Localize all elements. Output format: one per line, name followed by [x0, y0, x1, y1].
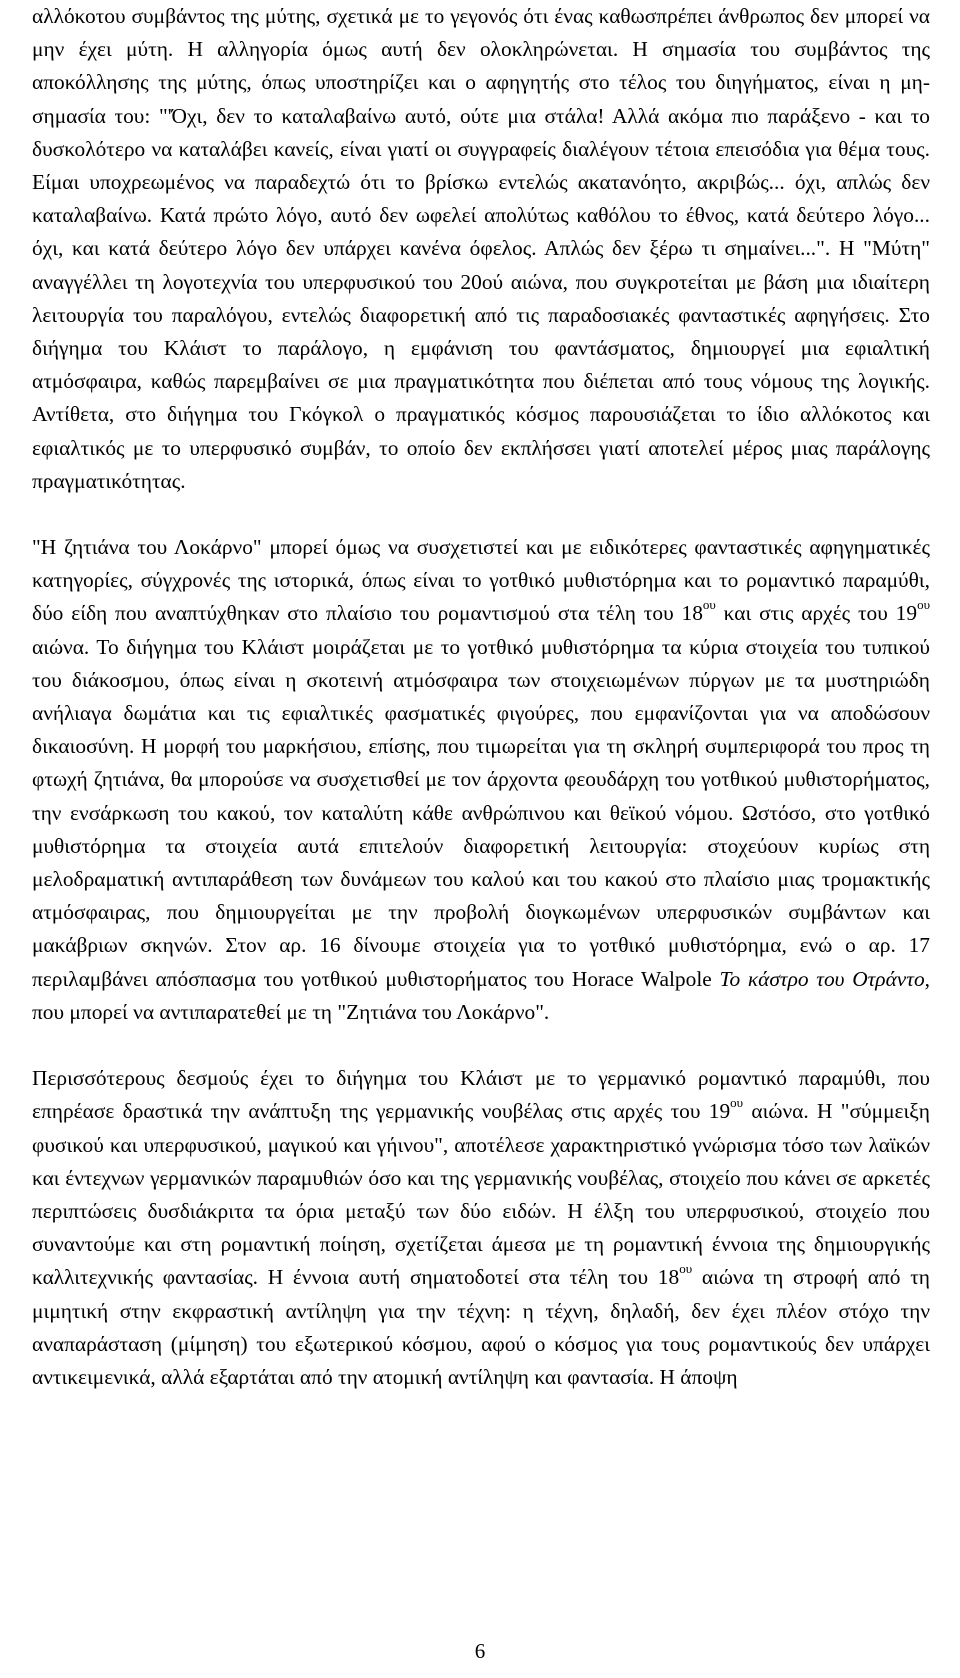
superscript: ου — [702, 597, 716, 613]
paragraph-text: Περισσότερους δεσμούς έχει το διήγημα του Κλάιστ με το γερμανικό ρομαντικό παραμύθι, που επηρέασε δραστικά την ανάπτυξη της γερμανικής νουβέλας στις αρχές του 19 — [32, 1066, 930, 1124]
document-page — [32, 0, 930, 1394]
paragraph-text: και στις αρχές του 19 — [715, 601, 918, 626]
paragraph-text: αιώνα. Το διήγημα του Κλάιστ μοιράζεται με το γοτθικό μυθιστόρημα τα κύρια στοιχεία του τυπικού του διάκοσμου, όπως είναι η σκοτεινή ατμόσφαιρα των στοιχειωμένων πύργων με τα μυστηριώδη ανήλιαγα δωμάτια και τις εφιαλτικές φασματικές φιγούρες, που εμφανίζονται για να αποδώσουν δικαιοσύνη. Η μορφή του μαρκήσιου, επίσης, που τιμωρείται για τη σκληρή συμπεριφορά του προς τη φτωχή ζητιάνα, θα μπορούσε να συσχετισθεί με τον άρχοντα φεουδάρχη του γοτθικού μυθιστορήματος, την ενσάρκωση του κακού, τον καταλύτη κάθε ανθρώπινου και θεϊκού νόμου. Ωστόσο, στο γοτθικό μυθιστόρημα τα στοιχεία αυτά επιτελούν διαφορετική λειτουργία: στοχεύουν κυρίως στη μελοδραματική αντιπαράθεση των δυνάμεων του καλού και του κακού στο πλαίσιο μιας τρομακτικής ατμόσφαιρας, που δημιουργείται με την προβολή διογκωμένων υπερφυσικών συμβάντων και μακάβριων σκηνών. Στον αρ. 16 δίνουμε στοιχεία για το γοτθικό μυθιστόρημα, ενώ ο αρ. 17 περιλαμβάνει απόσπασμα του γοτθικού μυθιστορήματος του Horace Walpole — [32, 634, 930, 991]
paragraph-text: , που μπορεί να αντιπαρατεθεί με τη "Ζητιάνα του Λοκάρνο". — [32, 966, 930, 1024]
paragraph-text: "Η ζητιάνα του Λοκάρνο" μπορεί όμως να συσχετιστεί και με ειδικότερες φανταστικές αφηγηματικές κατηγορίες, σύγχρονές της ιστορικά, όπως είναι το γοτθικό μυθιστόρημα και το ρομαντικό παραμύθι, δύο είδη που αναπτύχθηκαν στο πλαίσιο του ρομαντισμού στα τέλη του 18 — [32, 535, 930, 626]
paragraph — [32, 0, 930, 498]
paragraph-text: αιώνα. Η "σύμμειξη φυσικού και υπερφυσικού, μαγικού και γήινου", αποτέλεσε χαρακτηριστικό γνώρισμα τόσο των λαϊκών και έντεχνων γερμανικών παραμυθιών όσο και της γερμανικής νουβέλας, στοιχείο που κάνει σε αρκετές περιπτώσεις δυσδιάκριτα τα όρια μεταξύ των δύο ειδών. Η έλξη του υπερφυσικού, στοιχείο που συναντούμε και στη ρομαντική ποίηση, σχετίζεται άμεσα με τη ρομαντική έννοια της δημιουργικής καλλιτεχνικής φαντασίας. Η έννοια αυτή σηματοδοτεί στα τέλη του 18 — [32, 1099, 930, 1290]
superscript: ου — [917, 597, 930, 613]
superscript: ου — [679, 1261, 693, 1277]
superscript: ου — [730, 1095, 744, 1111]
italic-title: Το κάστρο του Οτράντο — [719, 966, 925, 991]
paragraph-text: αιώνα τη στροφή από τη μιμητική στην εκφραστική αντίληψη για την τέχνη: η τέχνη, δηλαδή, δεν έχει πλέον στόχο την αναπαράσταση (μίμηση) του εξωτερικού κόσμου, αφού ο κόσμος για τους ρομαντικούς δεν υπάρχει αντικειμενικά, αλλά εξαρτάται από την ατομική αντίληψη και φαντασία. Η άποψη — [32, 1265, 930, 1389]
page-number: 6 — [474, 1639, 486, 1663]
paragraph — [32, 531, 930, 1029]
paragraph-text: αλλόκοτου συμβάντος της μύτης, σχετικά με το γεγονός ότι ένας καθωσπρέπει άνθρωπος δεν μπορεί να μην έχει μύτη. Η αλληγορία όμως αυτή δεν ολοκληρώνεται. Η σημασία του συμβάντος της αποκόλλησης της μύτης, όπως υποστηρίζει και ο αφηγητής στο τέλος του διηγήματος, είναι η μη-σημασία του: "'Όχι, δεν το καταλαβαίνω αυτό, ούτε μια στάλα! Αλλά ακόμα πιο παράξενο - και το δυσκολότερο να καταλάβει κανείς, είναι γιατί οι συγγραφείς διαλέγουν τέτοια επεισόδια για θέμα τους. Είμαι υποχρεωμένος να παραδεχτώ ότι το βρίσκω εντελώς ακατανόητο, ακριβώς... όχι, απλώς δεν καταλαβαίνω. Κατά πρώτο λόγο, αυτό δεν ωφελεί απολύτως καθόλου το έθνος, κατά δεύτερο λόγο... όχι, και κατά δεύτερο λόγο δεν υπάρχει κανένα όφελος. Απλώς δεν ξέρω τι σημαίνει...". Η "Μύτη" αναγγέλλει τη λογοτεχνία του υπερφυσικού του 20ού αιώνα, που συγκροτείται με βάση μια ιδιαίτερη λειτουργία του παραλόγου, εντελώς διαφορετική από τις παραδοσιακές φανταστικές αφηγήσεις. Στο διήγημα του Κλάιστ το παράλογο, η εμφάνιση του φαντάσματος, δημιουργεί μια εφιαλτική ατμόσφαιρα, καθώς παρεμβαίνει σε μια πραγματικότητα που διέπεται από τους νόμους της λογικής. Αντίθετα, στο διήγημα του Γκόγκολ ο πραγματικός κόσμος παρουσιάζεται το ίδιο αλλόκοτος και εφιαλτικός με το υπερφυσικό συμβάν, το οποίο δεν εκπλήσσει γιατί αποτελεί μέρος μιας παράλογης πραγματικότητας. — [32, 4, 930, 493]
paragraph — [32, 1062, 930, 1394]
